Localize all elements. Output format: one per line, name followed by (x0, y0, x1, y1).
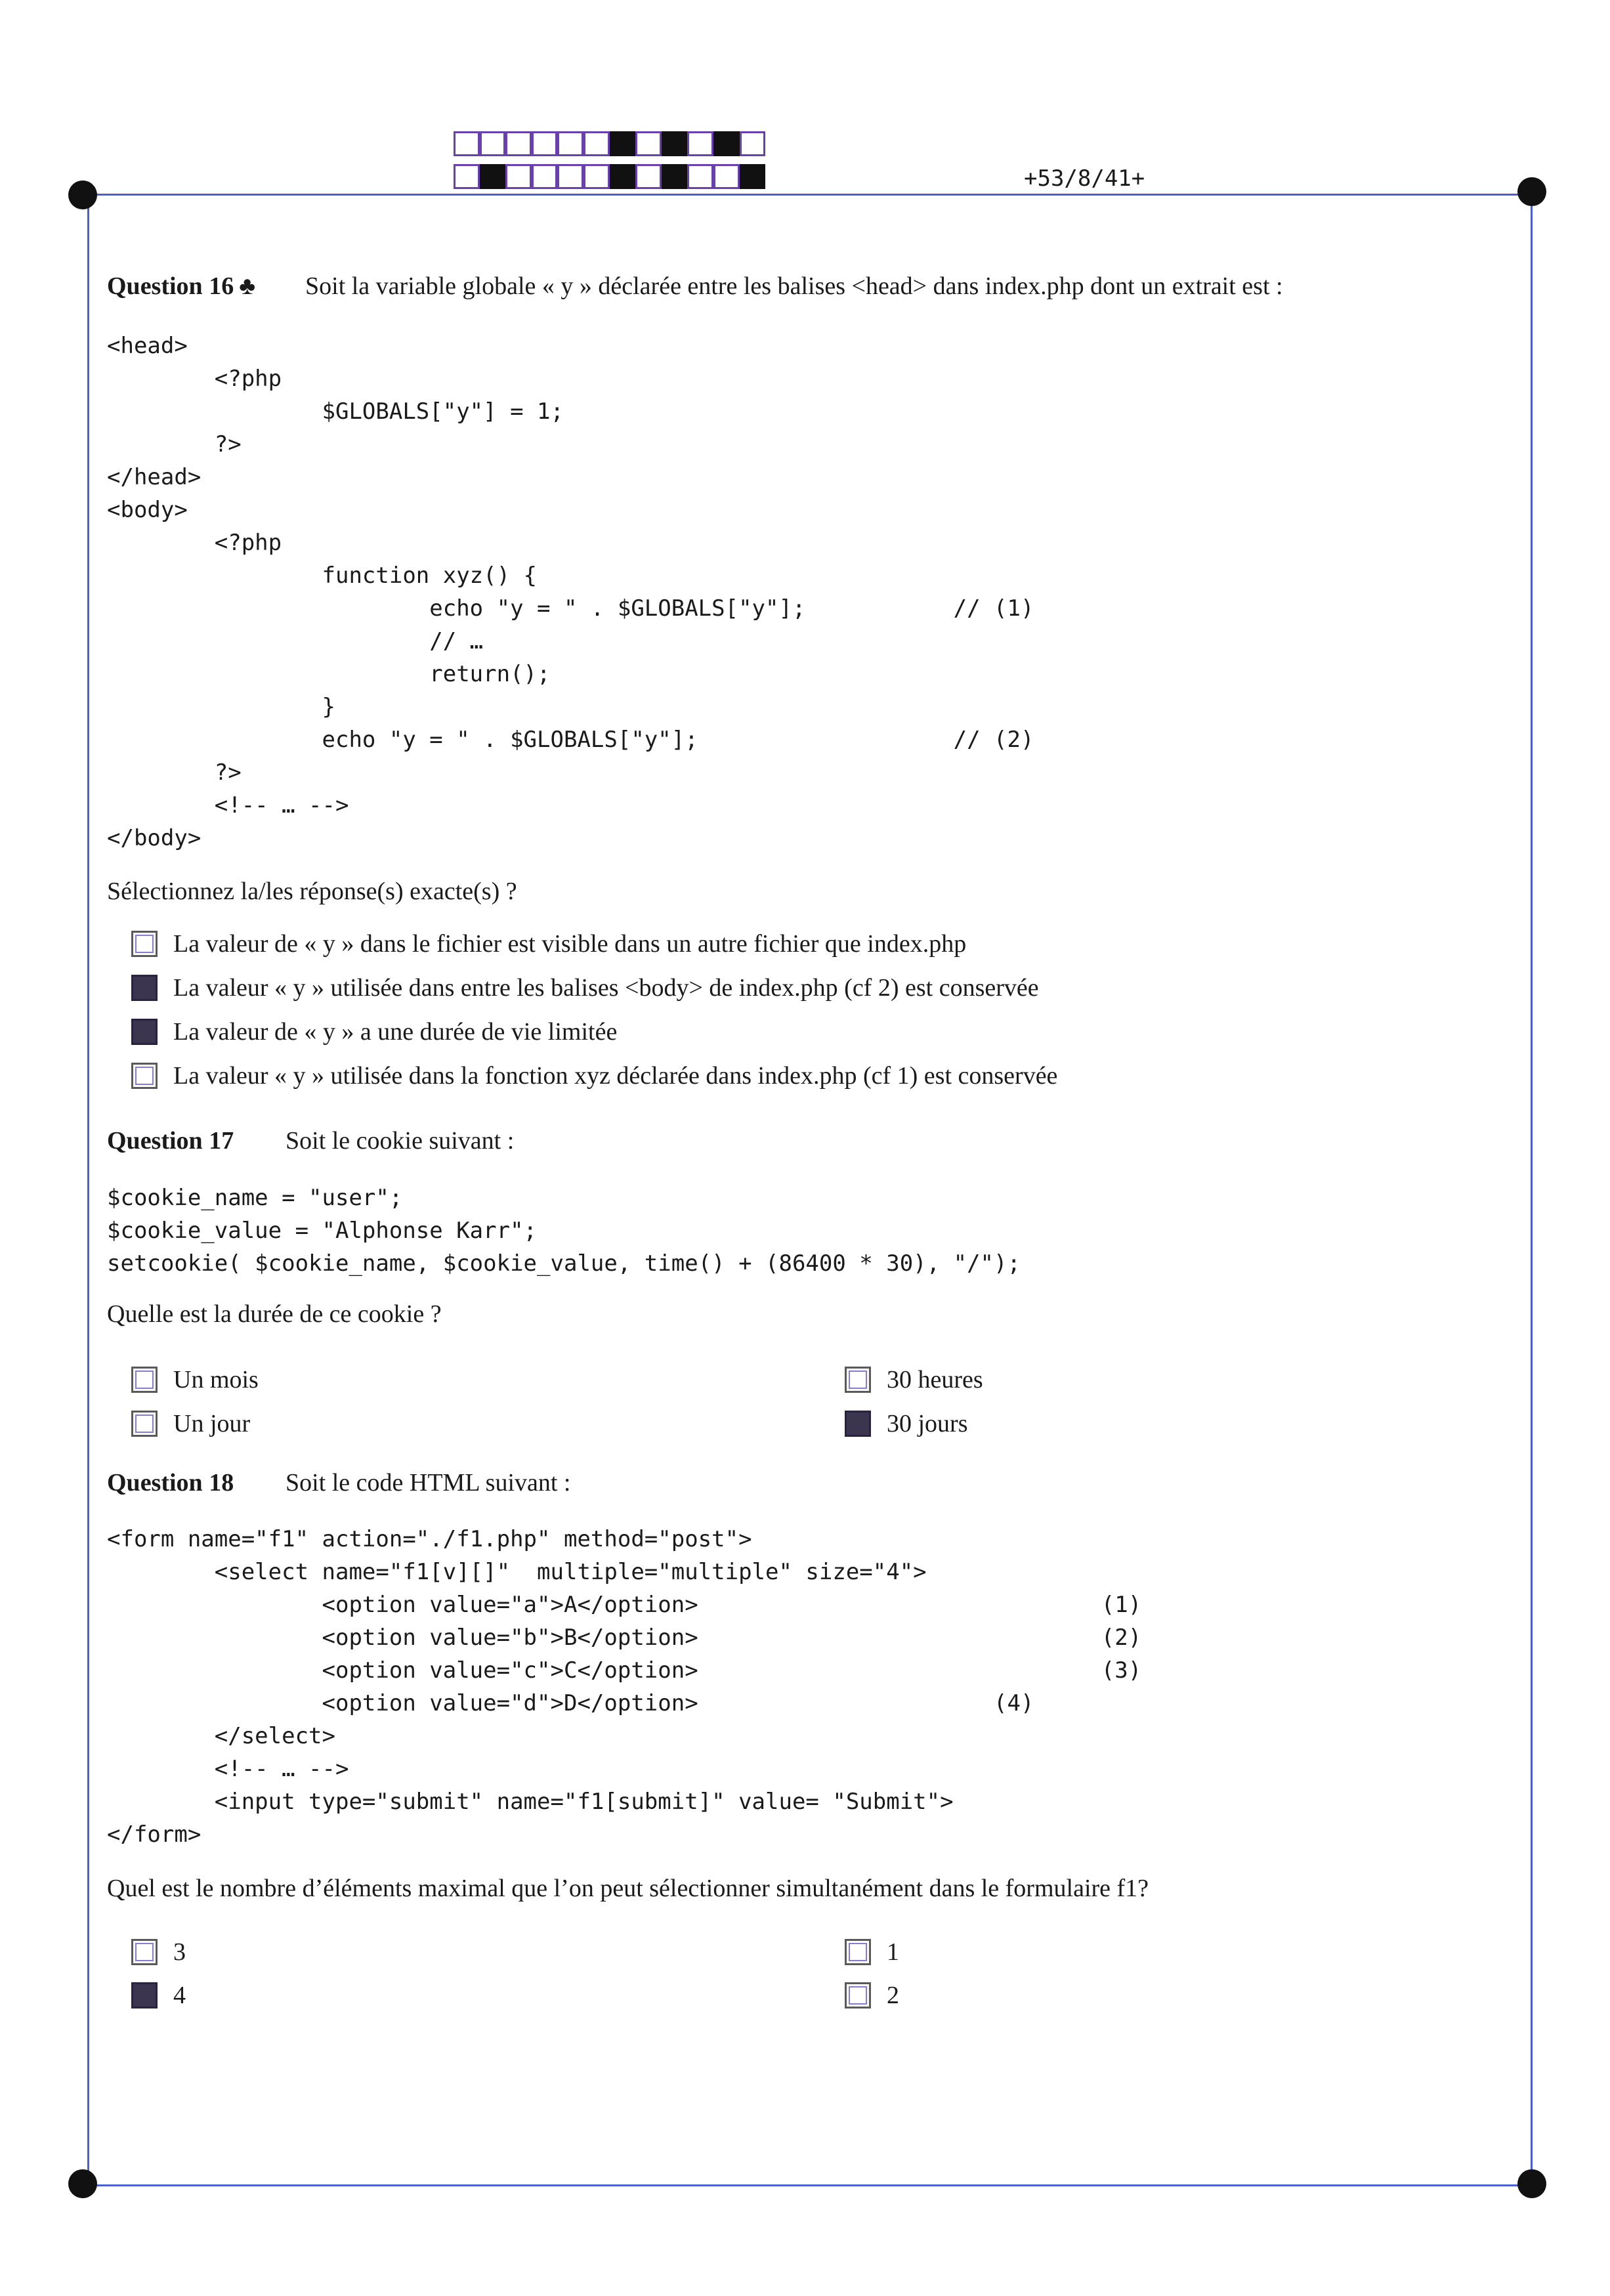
q18-checkbox-4[interactable] (845, 1982, 871, 2009)
q18-answer-3-text: 1 (887, 1938, 899, 1966)
q16-answer-3[interactable] (131, 1017, 617, 1046)
question-18-text (286, 1468, 570, 1497)
q16-answer-1[interactable] (131, 929, 966, 958)
q16-answer-2-text: La valeur « y » utilisée dans entre les balises <body> de index.php (cf 2) est conservée (173, 974, 1039, 1002)
barcode-cell (480, 131, 506, 156)
question-17-statement: Soit le cookie suivant : (286, 1127, 515, 1155)
question-16-label: Question 16 (107, 272, 234, 300)
question-16-code: <head> <?php $GLOBALS["y"] = 1; ?> </head> <body> <?php function xyz() { echo "y = " . $GLOBALS["y"]; // (1) // … return(); } echo "y = " . $GLOBALS["y"]; // (2) ?> <!-- … --> </body> (107, 333, 1034, 851)
barcode-cell (662, 131, 688, 156)
q18-answer-1[interactable] (131, 1938, 186, 1966)
q17-answer-3-text: 30 heures (887, 1366, 983, 1393)
q18-checkbox-1[interactable] (131, 1939, 158, 1965)
page-id: +53/8/41+ (1024, 165, 1145, 192)
barcode-cell (532, 164, 558, 189)
question-18-prompt: Quel est le nombre d’éléments maximal que l’on peut sélectionner simultanément dans le formulaire f1? (107, 1875, 1149, 1902)
q18-answer-4-text: 2 (887, 1982, 899, 2009)
barcode-cell (480, 164, 506, 189)
barcode-cell (635, 131, 662, 156)
question-18-header (107, 1468, 234, 1497)
q17-checkbox-1[interactable] (131, 1367, 158, 1393)
q18-answer-3[interactable] (845, 1938, 899, 1966)
barcode-cell (454, 164, 480, 189)
barcode-cell (635, 164, 662, 189)
barcode-cell (740, 164, 766, 189)
question-17-label: Question 17 (107, 1127, 234, 1155)
barcode-cell (583, 164, 610, 189)
q17-answer-1-text: Un mois (173, 1366, 259, 1393)
q17-answer-2-text: Un jour (173, 1410, 251, 1437)
barcode-cell (505, 131, 532, 156)
question-18-label: Question 18 (107, 1469, 234, 1497)
barcode-cell (610, 131, 636, 156)
q16-answer-2[interactable] (131, 973, 1039, 1002)
question-17-prompt: Quelle est la durée de ce cookie ? (107, 1300, 442, 1328)
barcode-row-1 (454, 131, 766, 156)
q17-answer-1[interactable] (131, 1365, 259, 1394)
q16-checkbox-4[interactable] (131, 1063, 158, 1089)
barcode-cell (687, 131, 713, 156)
q17-checkbox-3[interactable] (845, 1367, 871, 1393)
barcode-cell (454, 131, 480, 156)
corner-marker-top-left (68, 181, 97, 209)
barcode-cell (557, 164, 583, 189)
q16-answer-4[interactable] (131, 1061, 1057, 1090)
q16-answer-4-text: La valeur « y » utilisée dans la fonction xyz déclarée dans index.php (cf 1) est conservée (173, 1062, 1058, 1090)
q18-checkbox-2[interactable] (131, 1982, 158, 2009)
question-17-text (286, 1126, 514, 1155)
question-17-code: $cookie_name = "user"; $cookie_value = "Alphonse Karr"; setcookie( $cookie_name, $cookie_value, time() + (86400 * 30), "/"); (107, 1185, 1021, 1277)
barcode-cell (713, 164, 740, 189)
q16-checkbox-1[interactable] (131, 931, 158, 957)
frame-left-line (87, 194, 89, 2186)
barcode-cell (740, 131, 766, 156)
q18-checkbox-3[interactable] (845, 1939, 871, 1965)
q16-answer-3-text: La valeur de « y » a une durée de vie limitée (173, 1018, 618, 1046)
frame-right-line (1531, 194, 1533, 2186)
barcode-cell (532, 131, 558, 156)
q17-checkbox-2[interactable] (131, 1411, 158, 1437)
question-16-header (107, 272, 255, 301)
q17-answer-2[interactable] (131, 1409, 250, 1438)
barcode-cell (583, 131, 610, 156)
q16-checkbox-3[interactable] (131, 1019, 158, 1045)
q18-answer-1-text: 3 (173, 1938, 186, 1966)
q16-checkbox-2[interactable] (131, 975, 158, 1001)
q18-answer-2[interactable] (131, 1981, 186, 2010)
question-16-statement: Soit la variable globale « y » déclarée entre les balises <head> dans index.php dont un extrait est : (305, 272, 1283, 300)
corner-marker-top-right (1517, 177, 1546, 206)
club-icon: ♣ (239, 272, 256, 300)
barcode-cell (505, 164, 532, 189)
q18-answer-2-text: 4 (173, 1982, 186, 2009)
barcode-cell (610, 164, 636, 189)
q16-answer-1-text: La valeur de « y » dans le fichier est visible dans un autre fichier que index.php (173, 930, 967, 958)
barcode-cell (662, 164, 688, 189)
question-16-prompt: Sélectionnez la/les réponse(s) exacte(s) ? (107, 878, 517, 905)
question-16-text (305, 272, 1283, 301)
q17-answer-3[interactable] (845, 1365, 983, 1394)
q17-answer-4-text: 30 jours (887, 1410, 968, 1437)
question-17-header (107, 1126, 234, 1155)
barcode-row-2 (454, 164, 766, 189)
question-18-statement: Soit le code HTML suivant : (286, 1469, 571, 1497)
q17-checkbox-4[interactable] (845, 1411, 871, 1437)
question-18-code: <form name="f1" action="./f1.php" method="post"> <select name="f1[v][]" multiple="multiple" size="4"> <option value="a">A</option> (1) <option value="b">B</option> (2) <option value="c">C</option> (3) <option value="d">D</option> (4) </select> <!-- … --> <input type="submit" name="f1[submit]" value= "Submit"> </form> (107, 1526, 1142, 1848)
q17-answer-4[interactable] (845, 1409, 968, 1438)
frame-top-line (87, 194, 1533, 196)
barcode-cell (687, 164, 713, 189)
barcode-cell (557, 131, 583, 156)
corner-marker-bottom-left (68, 2169, 97, 2198)
corner-marker-bottom-right (1517, 2169, 1546, 2198)
barcode-cell (713, 131, 740, 156)
frame-bottom-line (87, 2184, 1533, 2186)
q18-answer-4[interactable] (845, 1981, 899, 2010)
